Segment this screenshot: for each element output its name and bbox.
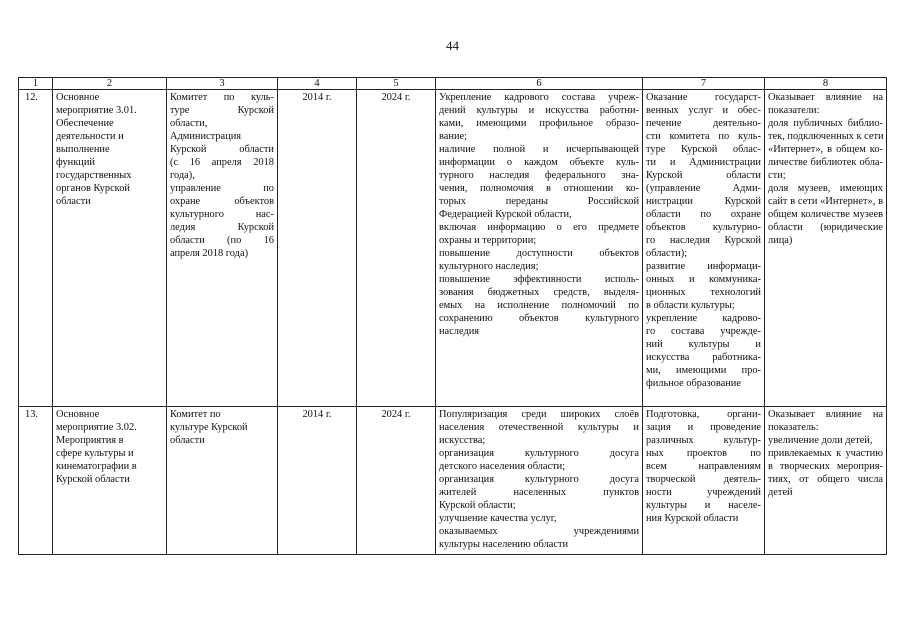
column-number: 8 [765,78,887,90]
cell-line: ционных технологий [646,287,761,298]
cell-line: наследия [439,326,480,337]
cell-line: Оказание государст- [646,92,761,103]
cell-line: организация культурного досуга [439,448,639,459]
cell-line: повышение доступности объектов [439,248,639,259]
column-number: 7 [643,78,765,90]
cell-line: показатель: [768,422,819,433]
executor-cell: Комитет по культуре Курской области [167,407,278,555]
cell-line: Администрация [170,131,242,142]
cell-line: Укрепление кадрового состава учреж- [439,92,639,103]
cell-line: «Интернет», в общем ко- [768,144,883,155]
cell-line: Комитет по куль- [170,92,274,103]
column-number: 5 [357,78,436,90]
cell-line: сайт в сети «Интернет», в [768,196,883,207]
cell-line: Курской области; [439,500,516,511]
table-row [19,407,887,555]
event-cell: Основное мероприятие 3.02. Мероприятия в сфере культуры и кинематографии в Курской области [53,407,167,555]
cell-line: творческой деятель- [646,474,761,485]
cell-line: вание; [439,131,468,142]
cell-line: организация культурного досуга [439,474,639,485]
indicators-cell [765,407,887,555]
row-number: 13. [19,407,53,555]
cell-line: включая информацию о его предмете [439,222,639,233]
indicators-cell [765,90,887,407]
start-year: 2014 г. [278,407,357,555]
cell-line: культуры и населе- [646,500,761,511]
cell-line: наличие полной и исчерпывающей [439,144,639,155]
event-cell: Основное мероприятие 3.01. Обеспечение деятельности и выполнение функций государственных органов Курской области [53,90,167,407]
cell-line: различных культур- [646,435,761,446]
problems-cell [643,90,765,407]
cell-line: фильное образование [646,378,741,389]
cell-line: привлекаемых к участию [768,448,883,459]
column-number: 2 [53,78,167,90]
program-table [18,77,887,555]
cell-line: в области культуры; [646,300,735,311]
cell-line: (управление Адми- [646,183,761,194]
cell-line: культурного нас- [170,209,274,220]
column-number: 1 [19,78,53,90]
cell-line: доля публичных библио- [768,118,883,129]
cell-line: области, [170,118,208,129]
cell-line: увеличение доли детей, [768,435,873,446]
cell-line: общем количестве музеев [768,209,883,220]
cell-line: детей [768,487,793,498]
cell-line: культурного наследия; [439,261,539,272]
cell-line: нистрации Курской [646,196,761,207]
cell-line: развитие информаци- [646,261,761,272]
cell-line: повышение эффективности исполь- [439,274,639,285]
column-number: 4 [278,78,357,90]
cell-line: печение деятельно- [646,118,761,129]
cell-line: Федерацией Курской области, [439,209,572,220]
end-year: 2024 г. [357,407,436,555]
cell-line: тек, подключенных к сети [768,131,884,142]
cell-line: улучшение качества услуг, [439,513,557,524]
cell-line: зования бюджетных средств, выделя- [439,287,639,298]
row-number: 12. [19,90,53,407]
cell-line: тиях, от общего числа [768,474,883,485]
cell-line: Подготовка, органи- [646,409,761,420]
column-number: 6 [436,78,643,90]
cell-line: Курской области [646,170,761,181]
cell-line: го наследия Курской [646,235,761,246]
cell-line: искусства; [439,435,486,446]
problems-cell [643,407,765,555]
cell-line: объектов культурно- [646,222,761,233]
cell-line: туре Курской [170,105,274,116]
cell-line: сти комитета по куль- [646,131,761,142]
cell-line: укрепление кадрово- [646,313,761,324]
cell-line: апреля 2018 года) [170,248,249,259]
cell-line: Оказывает влияние на [768,409,883,420]
table-row [19,90,887,407]
cell-line: информации о каждом объекте куль- [439,157,639,168]
cell-line: в творческих мероприя- [768,461,883,472]
cell-line: лица) [768,235,793,246]
column-number: 3 [167,78,278,90]
cell-line: ности учреждений [646,487,761,498]
cell-line: сохранению объектов культурного [439,313,639,324]
cell-line: области (юридические [768,222,883,233]
cell-line: турного наследия федерального зна- [439,170,639,181]
cell-line: Оказывает влияние на [768,92,883,103]
cell-line: чения, полномочия в отношении ко- [439,183,639,194]
cell-line: туре Курской облас- [646,144,761,155]
cell-line: ледия Курской [170,222,274,233]
cell-line: го состава учрежде- [646,326,761,337]
cell-line: населения отечественной культуры и [439,422,639,433]
column-number-row [19,78,887,90]
cell-line: сти; [768,170,786,181]
cell-line: культуры населению области [439,539,569,550]
cell-line: емых на исполнение полномочий по [439,300,639,311]
end-year: 2024 г. [357,90,436,407]
cell-line: области по охране [646,209,761,220]
result-cell [436,407,643,555]
cell-line: (с 16 апреля 2018 [170,157,274,168]
cell-line: искусства работника- [646,352,761,363]
cell-line: всем направлениям [646,461,761,472]
cell-line: онных и коммуника- [646,274,761,285]
cell-line: Популяризация среди широких слоёв [439,409,639,420]
cell-line: доля музеев, имеющих [768,183,883,194]
cell-line: ками, имеющими профильное образо- [439,118,639,129]
result-cell [436,90,643,407]
executor-cell [167,90,278,407]
cell-line: дений культуры и искусства работни- [439,105,639,116]
start-year: 2014 г. [278,90,357,407]
cell-line: жителей населенных пунктов [439,487,639,498]
cell-line: зация и проведение [646,422,761,433]
cell-line: охране объектов [170,196,274,207]
cell-line: управление по [170,183,274,194]
cell-line: детского населения области; [439,461,566,472]
page-number: 44 [446,38,459,53]
cell-line: года), [170,170,195,181]
cell-line: торых переданы Российской [439,196,639,207]
cell-line: ных проектов по [646,448,761,459]
cell-line: ний культуры и [646,339,761,350]
cell-line: области); [646,248,688,259]
cell-line: личестве библиотек обла- [768,157,883,168]
cell-line: ния Курской области [646,513,739,524]
cell-line: венных услуг и обес- [646,105,761,116]
cell-line: ти и Администрации [646,157,761,168]
cell-line: оказываемых учреждениями [439,526,639,537]
cell-line: области (по 16 [170,235,274,246]
cell-line: показатели: [768,105,820,116]
cell-line: охраны и территории; [439,235,537,246]
cell-line: Курской области [170,144,274,155]
cell-line: ми, имеющими про- [646,365,761,376]
